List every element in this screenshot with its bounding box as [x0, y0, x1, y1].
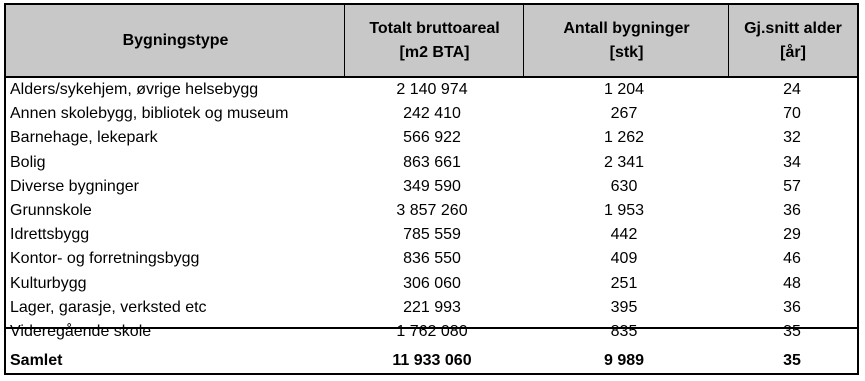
building-type-cell: Kontor- og forretningsbygg — [10, 250, 200, 268]
header-divider — [344, 5, 345, 76]
building-type-cell: Bolig — [10, 153, 46, 171]
building-type-cell: Annen skolebygg, bibliotek og museum — [10, 105, 289, 123]
total-area-cell: 306 060 — [403, 274, 461, 292]
average-age-cell: 35 — [783, 323, 801, 340]
table-row — [6, 199, 857, 223]
table-row — [6, 126, 857, 150]
building-type-cell: Alders/sykehjem, øvrige helsebygg — [10, 81, 259, 98]
total-area-cell: 785 559 — [403, 226, 461, 244]
average-age-cell: 70 — [783, 105, 801, 123]
header-building-count-unit: [stk] — [609, 43, 644, 61]
average-age-cell: 29 — [783, 226, 801, 244]
table-row — [6, 151, 857, 175]
building-type-cell: Lager, garasje, verksted etc — [10, 298, 207, 316]
table-row — [6, 296, 857, 320]
total-area-cell: 2 140 974 — [396, 81, 468, 98]
total-area-cell: 3 857 260 — [396, 202, 468, 219]
building-type-cell: Diverse bygninger — [10, 177, 139, 195]
building-count-cell: 442 — [610, 226, 638, 244]
building-type-cell: Barnehage, lekepark — [10, 129, 158, 147]
average-age-cell: 24 — [783, 81, 801, 98]
building-count-cell: 630 — [610, 177, 638, 195]
table-row — [6, 78, 857, 102]
header-total-area — [345, 5, 524, 76]
total-area-cell: 566 922 — [403, 129, 461, 147]
table-row — [6, 223, 857, 247]
average-age-cell: 32 — [783, 129, 801, 147]
total-area-cell: 221 993 — [403, 298, 461, 316]
total-age: 35 — [783, 352, 801, 369]
building-count-cell: 2 341 — [603, 153, 645, 171]
building-count-cell: 395 — [610, 298, 638, 316]
total-count: 9 989 — [603, 352, 645, 369]
header-total-area-unit: [m2 BTA] — [399, 43, 470, 61]
header-total-area-label: Totalt bruttoareal — [369, 19, 500, 37]
header-building-type-label: Bygningstype — [122, 31, 229, 49]
building-type-cell: Videregående skole — [10, 323, 152, 340]
header-building-type — [6, 5, 345, 76]
total-separator — [6, 327, 857, 329]
building-type-cell: Idrettsbygg — [10, 226, 90, 244]
building-count-cell: 1 262 — [603, 129, 645, 147]
average-age-cell: 36 — [783, 202, 801, 219]
building-count-cell: 1 204 — [603, 81, 645, 98]
average-age-cell: 46 — [783, 250, 801, 268]
total-area-cell: 1 762 080 — [396, 323, 468, 340]
header-average-age-label: Gj.snitt alder — [744, 19, 842, 37]
header-average-age-unit: [år] — [780, 43, 806, 61]
total-area-cell: 836 550 — [403, 250, 461, 268]
average-age-cell: 36 — [783, 298, 801, 316]
building-type-cell: Kulturbygg — [10, 274, 87, 292]
average-age-cell: 57 — [783, 177, 801, 195]
average-age-cell: 48 — [783, 274, 801, 292]
total-area: 11 933 060 — [392, 352, 472, 369]
average-age-cell: 34 — [783, 153, 801, 171]
building-type-cell: Grunnskole — [10, 202, 92, 219]
header-building-count-label: Antall bygninger — [563, 19, 690, 37]
header-divider — [523, 5, 524, 76]
building-count-cell: 1 953 — [603, 202, 645, 219]
total-area-cell: 242 410 — [403, 105, 461, 123]
building-stats-table — [4, 3, 859, 375]
table-row — [6, 272, 857, 296]
total-label: Samlet — [10, 352, 63, 369]
building-count-cell: 409 — [610, 250, 638, 268]
building-count-cell: 835 — [610, 323, 638, 340]
total-row — [6, 349, 857, 373]
header-building-count — [524, 5, 729, 76]
header-average-age — [729, 5, 857, 76]
table-header — [6, 5, 857, 78]
table-row — [6, 102, 857, 126]
total-area-cell: 863 661 — [403, 153, 461, 171]
total-area-cell: 349 590 — [403, 177, 461, 195]
header-divider — [728, 5, 729, 76]
building-count-cell: 267 — [610, 105, 638, 123]
table-row — [6, 247, 857, 271]
table-row — [6, 175, 857, 199]
table-row — [6, 320, 857, 344]
building-count-cell: 251 — [610, 274, 638, 292]
